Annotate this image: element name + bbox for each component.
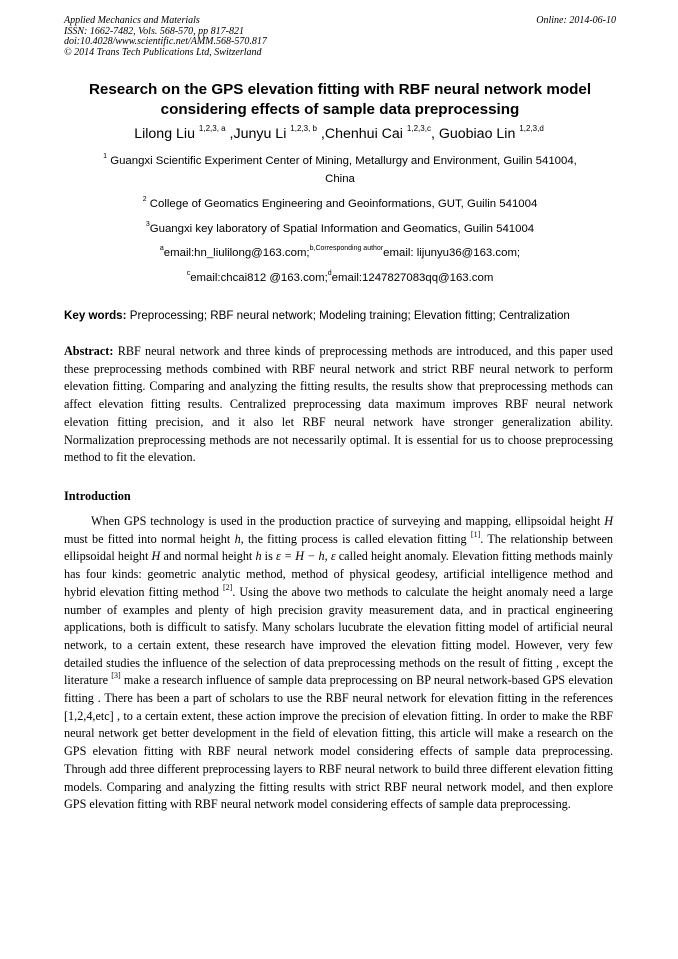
title-line-2: considering effects of sample data preprocessing (160, 101, 520, 118)
citation: [2] (222, 582, 233, 592)
keywords (64, 308, 624, 324)
email-address: email:1247827083qq@163.com (331, 272, 494, 284)
author-name: Lilong Liu (134, 126, 195, 142)
author-affiliation-marker: 1,2,3, a (198, 124, 226, 133)
author-list (40, 125, 638, 143)
body-text: called height anomaly. Elevation fitting methods mainly has four kinds: geometric analytic method, method of physical geodesy, artificial intelligence method and hybrid elevation fitting method (64, 549, 613, 599)
body-text: When GPS technology is used in the production practice of surveying and mapping, ellipsoidal height (91, 514, 605, 528)
math-symbol: h (234, 531, 241, 546)
email-line-2 (64, 269, 616, 287)
email-address: email:chcai812 @163.com; (190, 272, 328, 284)
author-name: Junyu Li (233, 126, 287, 142)
issn-line: ISSN: 1662-7482, Vols. 568-570, pp 817-821 (64, 25, 244, 37)
email-marker: d (327, 270, 332, 277)
math-symbol: H (151, 549, 161, 564)
body-text: and normal height (160, 549, 256, 564)
citation: [3] (111, 671, 121, 681)
email-marker: b,Corresponding author (309, 245, 384, 252)
math-symbol: H (604, 514, 613, 528)
body-text: make a research influence of sample data preprocessing on BP neural network-based GPS elevation fitting . There has been a part of scholars to use the RBF neural network for elevation fitting in the references [1,2,4,etc] , to a certain extent, these action improve the precision of elevation fitting. In order to make the RBF neural network get better development in the field of elevation fitting, this article will make a research on the GPS elevation fitting with RBF neural network model considering effects of sample data preprocessing. Through add three different preprocessing layers to RBF neural network to build three different elevation fitting models. Comparing and analyzing the fitting results with strict RBF neural network model, and then explore GPS elevation fitting with RBF neural network model considering effects of sample data preprocessing. (64, 673, 613, 812)
author-name: Chenhui Cai (324, 126, 403, 142)
title-line-1: Research on the GPS elevation fitting with RBF neural network model (88, 81, 592, 98)
keywords-label: Key words: (64, 309, 127, 322)
journal-header (64, 16, 616, 58)
affiliation-3 (64, 220, 616, 238)
body-text: . Using the above two methods to calculate the height anomaly need a large number of examples and plenty of high precision gravity measurement data, and in practical engineering applications, both is difficult to satisfy. Many scholars lucubrate the elevation fitting model of artificial neural network, to a certain extent, these research have improved the elevation fitting model. However, very few detailed studies the influence of the selection of data preprocessing methods on the result of fitting , except the literature (64, 584, 613, 688)
email-line-1 (64, 244, 616, 262)
affiliation-2 (64, 195, 616, 213)
keywords-text: Preprocessing; RBF neural network; Modeling training; Elevation fitting; Centralization (126, 309, 570, 322)
doi-line: doi:10.4028/www.scientific.net/AMM.568-570.817 (64, 36, 267, 47)
affiliation-text-continued: China (325, 173, 355, 185)
introduction-heading: Introduction (64, 489, 131, 503)
paper-title (64, 80, 616, 120)
journal-name: Applied Mechanics and Materials (64, 15, 200, 26)
affiliation-number: 3 (145, 221, 150, 228)
body-text: , the fitting process is called elevation fitting (240, 531, 471, 546)
body-text: , (324, 549, 331, 564)
body-text: must be fitted into normal height (64, 531, 235, 546)
introduction-paragraph (64, 513, 613, 814)
author-affiliation-marker: 1,2,3,d (519, 124, 544, 133)
math-equation: ε = H − h (275, 549, 325, 564)
affiliation-text: College of Geomatics Engineering and Geoinformations, GUT, Guilin 541004 (149, 198, 538, 210)
abstract-label: Abstract: (64, 344, 114, 358)
citation: [1] (470, 529, 481, 539)
author-separator: , (430, 126, 439, 142)
affiliation-number: 2 (142, 196, 147, 203)
email-address: email:hn_liulilong@163.com; (163, 247, 310, 259)
author-separator: , (316, 126, 325, 142)
email-marker: a (159, 245, 164, 252)
author-affiliation-marker: 1,2,3, b (290, 124, 317, 133)
math-symbol: ε (330, 549, 336, 564)
math-symbol: h (255, 549, 262, 564)
body-text: is (261, 549, 276, 564)
introduction-body (64, 513, 613, 814)
body-text: . The relationship between ellipsoidal height (64, 531, 614, 564)
affiliation-1 (64, 152, 616, 188)
affiliation-text: Guangxi key laboratory of Spatial Information and Geomatics, Guilin 541004 (149, 223, 535, 235)
online-date: Online: 2014-06-10 (536, 15, 616, 26)
email-marker: c (186, 270, 191, 277)
copyright-line: © 2014 Trans Tech Publications Ltd, Switzerland (64, 46, 262, 58)
author-name: Guobiao Lin (438, 126, 516, 142)
affiliation-number: 1 (103, 153, 108, 160)
author-separator: , (225, 126, 234, 142)
affiliation-text: Guangxi Scientific Experiment Center of Mining, Metallurgy and Environment, Guilin 541004, (110, 155, 577, 167)
author-affiliation-marker: 1,2,3,c (406, 124, 431, 133)
abstract-text: RBF neural network and three kinds of preprocessing methods are introduced, and this paper used these preprocessing methods combined with RBF neural network and strict RBF neural network to perform elevation fitting. Comparing and analyzing the fitting results, the results show that preprocessing methods can affect elevation fitting results. Centralized preprocessing data maximum improves RBF neural network elevation fitting precision, and it also let RBF neural network have stronger generalization ability. Normalization preprocessing methods are not necessarily optimal. It is essential for us to choose preprocessing method to fit the elevation. (64, 344, 613, 465)
email-address: email: lijunyu36@163.com; (383, 247, 521, 259)
abstract (64, 343, 613, 467)
